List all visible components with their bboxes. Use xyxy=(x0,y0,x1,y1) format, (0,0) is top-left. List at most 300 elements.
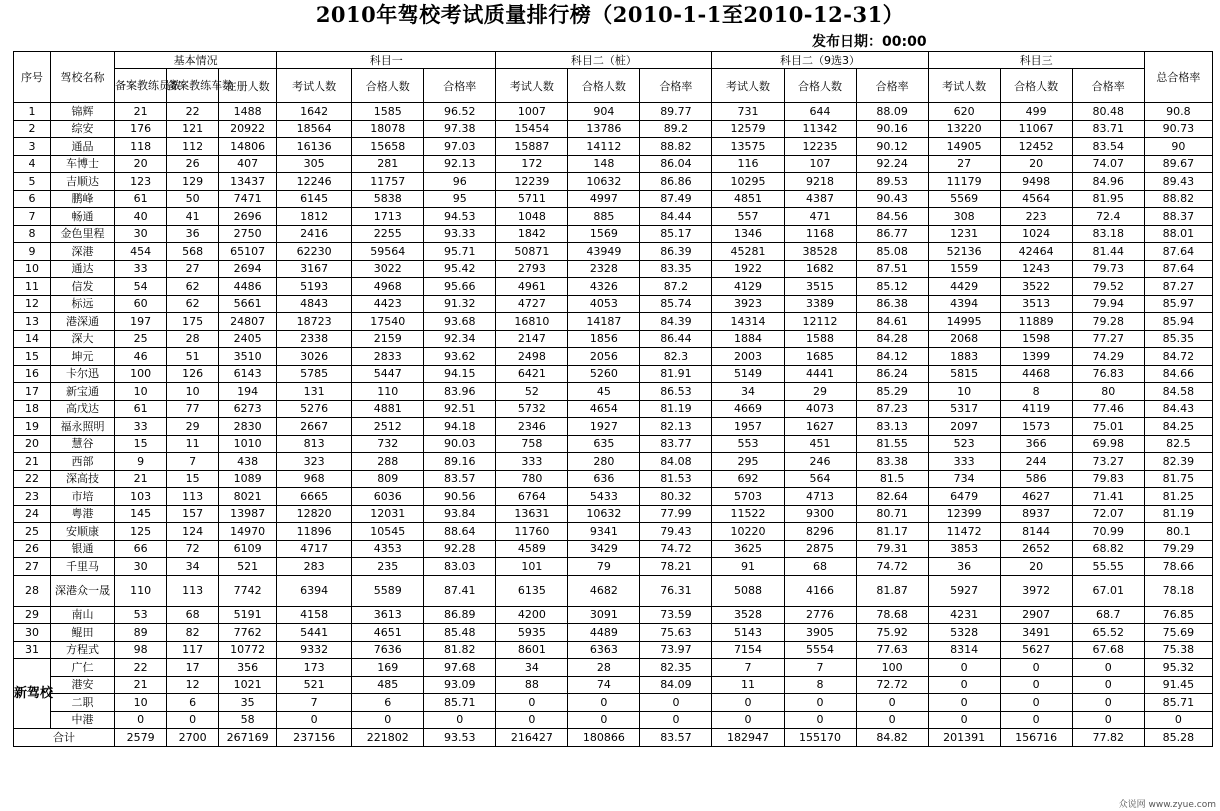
data-cell: 90.16 xyxy=(856,120,928,138)
row-number: 4 xyxy=(14,155,51,173)
table-row xyxy=(14,278,1213,296)
data-cell: 30 xyxy=(115,558,167,576)
table-row xyxy=(14,138,1213,156)
total-cell: 155170 xyxy=(784,729,856,747)
data-cell: 72.4 xyxy=(1072,208,1144,226)
data-cell: 4353 xyxy=(352,540,424,558)
data-cell: 90.12 xyxy=(856,138,928,156)
data-cell: 3022 xyxy=(352,260,424,278)
data-cell: 79.29 xyxy=(1144,540,1212,558)
total-cell: 221802 xyxy=(352,729,424,747)
school-name: 深高技 xyxy=(51,470,115,488)
data-cell: 14905 xyxy=(928,138,1000,156)
data-cell: 780 xyxy=(496,470,568,488)
data-cell: 1588 xyxy=(784,330,856,348)
row-number: 1 xyxy=(14,103,51,121)
data-cell: 5627 xyxy=(1000,641,1072,659)
data-cell: 81.19 xyxy=(640,400,712,418)
data-cell: 12820 xyxy=(277,505,352,523)
data-cell: 86.44 xyxy=(640,330,712,348)
total-cell: 201391 xyxy=(928,729,1000,747)
data-cell: 21 xyxy=(115,676,167,694)
data-cell: 82.3 xyxy=(640,348,712,366)
total-cell: 237156 xyxy=(277,729,352,747)
data-cell: 3853 xyxy=(928,540,1000,558)
header-s1-exam: 考试人数 xyxy=(277,69,352,103)
data-cell: 90 xyxy=(1144,138,1212,156)
data-cell: 813 xyxy=(277,435,352,453)
row-number: 7 xyxy=(14,208,51,226)
data-cell: 89.16 xyxy=(424,453,496,471)
data-cell: 83.03 xyxy=(424,558,496,576)
data-cell: 54 xyxy=(115,278,167,296)
school-name: 信发 xyxy=(51,278,115,296)
data-cell: 91.32 xyxy=(424,295,496,313)
data-cell: 10772 xyxy=(219,641,277,659)
data-cell: 553 xyxy=(712,435,784,453)
data-cell: 27 xyxy=(167,260,219,278)
data-cell: 87.23 xyxy=(856,400,928,418)
data-cell: 81.44 xyxy=(1072,243,1144,261)
school-name: 标远 xyxy=(51,295,115,313)
table-row xyxy=(14,243,1213,261)
data-cell: 148 xyxy=(568,155,640,173)
data-cell: 81.95 xyxy=(1072,190,1144,208)
data-cell: 451 xyxy=(784,435,856,453)
data-cell: 67.01 xyxy=(1072,575,1144,606)
table-row xyxy=(14,470,1213,488)
data-cell: 1883 xyxy=(928,348,1000,366)
table-row xyxy=(14,624,1213,642)
data-cell: 176 xyxy=(115,120,167,138)
data-cell: 10 xyxy=(167,383,219,401)
row-number: 26 xyxy=(14,540,51,558)
data-cell: 0 xyxy=(1000,711,1072,729)
data-cell: 68.82 xyxy=(1072,540,1144,558)
data-cell: 27 xyxy=(928,155,1000,173)
data-cell: 77.63 xyxy=(856,641,928,659)
data-cell: 14806 xyxy=(219,138,277,156)
total-cell: 93.53 xyxy=(424,729,496,747)
data-cell: 80 xyxy=(1072,383,1144,401)
data-cell: 8021 xyxy=(219,488,277,506)
data-cell: 1024 xyxy=(1000,225,1072,243)
data-cell: 2776 xyxy=(784,606,856,624)
data-cell: 55.55 xyxy=(1072,558,1144,576)
data-cell: 1168 xyxy=(784,225,856,243)
data-cell: 97.68 xyxy=(424,659,496,677)
row-number: 18 xyxy=(14,400,51,418)
data-cell: 21 xyxy=(115,103,167,121)
page-title: 2010年驾校考试质量排行榜（2010-1-1至2010-12-31） xyxy=(315,2,905,27)
data-cell: 1488 xyxy=(219,103,277,121)
data-cell: 0 xyxy=(1072,676,1144,694)
data-cell: 2405 xyxy=(219,330,277,348)
data-cell: 58 xyxy=(219,711,277,729)
data-cell: 11896 xyxy=(277,523,352,541)
data-cell: 7 xyxy=(712,659,784,677)
data-cell: 7762 xyxy=(219,624,277,642)
data-cell: 11889 xyxy=(1000,313,1072,331)
data-cell: 5143 xyxy=(712,624,784,642)
header-s1-pass: 合格人数 xyxy=(352,69,424,103)
data-cell: 87.49 xyxy=(640,190,712,208)
data-cell: 107 xyxy=(784,155,856,173)
data-cell: 5088 xyxy=(712,575,784,606)
data-cell: 11522 xyxy=(712,505,784,523)
row-number: 3 xyxy=(14,138,51,156)
data-cell: 74.29 xyxy=(1072,348,1144,366)
data-cell: 1231 xyxy=(928,225,1000,243)
data-cell: 3972 xyxy=(1000,575,1072,606)
data-cell: 95.32 xyxy=(1144,659,1212,677)
data-cell: 4387 xyxy=(784,190,856,208)
data-cell: 157 xyxy=(167,505,219,523)
data-cell: 84.72 xyxy=(1144,348,1212,366)
total-cell: 77.82 xyxy=(1072,729,1144,747)
data-cell: 2875 xyxy=(784,540,856,558)
data-cell: 88.82 xyxy=(1144,190,1212,208)
data-cell: 12112 xyxy=(784,313,856,331)
data-cell: 6363 xyxy=(568,641,640,659)
data-cell: 758 xyxy=(496,435,568,453)
data-cell: 15887 xyxy=(496,138,568,156)
data-cell: 84.61 xyxy=(856,313,928,331)
data-cell: 75.63 xyxy=(640,624,712,642)
data-cell: 2750 xyxy=(219,225,277,243)
data-cell: 62 xyxy=(167,295,219,313)
total-cell: 156716 xyxy=(1000,729,1072,747)
data-cell: 74.72 xyxy=(856,558,928,576)
data-cell: 93.84 xyxy=(424,505,496,523)
data-cell: 6145 xyxy=(277,190,352,208)
table-row xyxy=(14,225,1213,243)
data-cell: 42464 xyxy=(1000,243,1072,261)
data-cell: 52 xyxy=(496,383,568,401)
data-cell: 94.53 xyxy=(424,208,496,226)
header-s1-rate: 合格率 xyxy=(424,69,496,103)
data-cell: 46 xyxy=(115,348,167,366)
data-cell: 5815 xyxy=(928,365,1000,383)
data-cell: 3510 xyxy=(219,348,277,366)
header-subject1: 科目一 xyxy=(277,52,496,69)
data-cell: 121 xyxy=(167,120,219,138)
data-cell: 93.33 xyxy=(424,225,496,243)
table-row xyxy=(14,260,1213,278)
data-cell: 34 xyxy=(496,659,568,677)
data-cell: 118 xyxy=(115,138,167,156)
header-s2b-exam: 考试人数 xyxy=(712,69,784,103)
data-cell: 11472 xyxy=(928,523,1000,541)
data-cell: 10632 xyxy=(568,505,640,523)
data-cell: 71.41 xyxy=(1072,488,1144,506)
data-cell: 4997 xyxy=(568,190,640,208)
data-cell: 72 xyxy=(167,540,219,558)
data-cell: 4961 xyxy=(496,278,568,296)
school-name: 慧谷 xyxy=(51,435,115,453)
header-coaches: 备案教练员数 xyxy=(115,69,167,103)
data-cell: 4394 xyxy=(928,295,1000,313)
table-row xyxy=(14,694,1213,712)
data-cell: 68 xyxy=(784,558,856,576)
school-name: 通品 xyxy=(51,138,115,156)
data-cell: 0 xyxy=(1072,694,1144,712)
table-row xyxy=(14,523,1213,541)
school-name: 西部 xyxy=(51,453,115,471)
data-cell: 79.83 xyxy=(1072,470,1144,488)
data-cell: 5661 xyxy=(219,295,277,313)
data-cell: 12 xyxy=(167,676,219,694)
data-cell: 308 xyxy=(928,208,1000,226)
data-cell: 86.89 xyxy=(424,606,496,624)
data-cell: 12452 xyxy=(1000,138,1072,156)
data-cell: 78.21 xyxy=(640,558,712,576)
data-cell: 9300 xyxy=(784,505,856,523)
data-cell: 4713 xyxy=(784,488,856,506)
data-cell: 24807 xyxy=(219,313,277,331)
data-cell: 0 xyxy=(928,694,1000,712)
data-cell: 21 xyxy=(115,470,167,488)
table-row xyxy=(14,120,1213,138)
data-cell: 81.53 xyxy=(640,470,712,488)
school-name: 卡尔迅 xyxy=(51,365,115,383)
data-cell: 14314 xyxy=(712,313,784,331)
data-cell: 73.59 xyxy=(640,606,712,624)
table-row xyxy=(14,435,1213,453)
data-cell: 1021 xyxy=(219,676,277,694)
data-cell: 87.27 xyxy=(1144,278,1212,296)
data-cell: 10545 xyxy=(352,523,424,541)
data-cell: 246 xyxy=(784,453,856,471)
data-cell: 67.68 xyxy=(1072,641,1144,659)
data-cell: 0 xyxy=(496,711,568,729)
data-cell: 4564 xyxy=(1000,190,1072,208)
data-cell: 72.72 xyxy=(856,676,928,694)
data-cell: 129 xyxy=(167,173,219,191)
data-cell: 3091 xyxy=(568,606,640,624)
data-cell: 76.31 xyxy=(640,575,712,606)
data-cell: 1585 xyxy=(352,103,424,121)
data-cell: 84.39 xyxy=(640,313,712,331)
data-cell: 18078 xyxy=(352,120,424,138)
data-cell: 6036 xyxy=(352,488,424,506)
data-cell: 8937 xyxy=(1000,505,1072,523)
data-cell: 904 xyxy=(568,103,640,121)
data-cell: 523 xyxy=(928,435,1000,453)
data-cell: 11757 xyxy=(352,173,424,191)
data-cell: 83.35 xyxy=(640,260,712,278)
table-row xyxy=(14,659,1213,677)
data-cell: 73.97 xyxy=(640,641,712,659)
data-cell: 77.27 xyxy=(1072,330,1144,348)
data-cell: 0 xyxy=(568,694,640,712)
data-cell: 25 xyxy=(115,330,167,348)
data-cell: 110 xyxy=(115,575,167,606)
data-cell: 126 xyxy=(167,365,219,383)
data-cell: 35 xyxy=(219,694,277,712)
table-row xyxy=(14,540,1213,558)
data-cell: 76.85 xyxy=(1144,606,1212,624)
data-cell: 86.53 xyxy=(640,383,712,401)
data-cell: 96 xyxy=(424,173,496,191)
data-cell: 92.24 xyxy=(856,155,928,173)
data-cell: 8314 xyxy=(928,641,1000,659)
data-cell: 586 xyxy=(1000,470,1072,488)
data-cell: 51 xyxy=(167,348,219,366)
data-cell: 12579 xyxy=(712,120,784,138)
data-cell: 564 xyxy=(784,470,856,488)
data-cell: 85.94 xyxy=(1144,313,1212,331)
data-cell: 4589 xyxy=(496,540,568,558)
data-cell: 84.08 xyxy=(640,453,712,471)
school-name: 坤元 xyxy=(51,348,115,366)
data-cell: 0 xyxy=(277,711,352,729)
data-cell: 2667 xyxy=(277,418,352,436)
data-cell: 65107 xyxy=(219,243,277,261)
data-cell: 78.18 xyxy=(1144,575,1212,606)
data-cell: 0 xyxy=(568,711,640,729)
data-cell: 85.71 xyxy=(424,694,496,712)
table-row xyxy=(14,606,1213,624)
row-number: 15 xyxy=(14,348,51,366)
data-cell: 84.96 xyxy=(1072,173,1144,191)
data-cell: 5433 xyxy=(568,488,640,506)
data-cell: 87.64 xyxy=(1144,243,1212,261)
data-cell: 92.51 xyxy=(424,400,496,418)
data-cell: 4119 xyxy=(1000,400,1072,418)
data-cell: 86.39 xyxy=(640,243,712,261)
data-cell: 87.64 xyxy=(1144,260,1212,278)
data-cell: 1573 xyxy=(1000,418,1072,436)
data-cell: 112 xyxy=(167,138,219,156)
data-cell: 96.52 xyxy=(424,103,496,121)
data-cell: 1007 xyxy=(496,103,568,121)
data-cell: 81.75 xyxy=(1144,470,1212,488)
data-cell: 30 xyxy=(115,225,167,243)
data-cell: 80.48 xyxy=(1072,103,1144,121)
data-cell: 77.46 xyxy=(1072,400,1144,418)
school-name: 市培 xyxy=(51,488,115,506)
row-number: 6 xyxy=(14,190,51,208)
data-cell: 12246 xyxy=(277,173,352,191)
data-cell: 5260 xyxy=(568,365,640,383)
data-cell: 15658 xyxy=(352,138,424,156)
data-cell: 50871 xyxy=(496,243,568,261)
data-cell: 0 xyxy=(784,711,856,729)
data-cell: 82.35 xyxy=(640,659,712,677)
data-cell: 2694 xyxy=(219,260,277,278)
data-cell: 116 xyxy=(712,155,784,173)
data-cell: 0 xyxy=(856,694,928,712)
data-cell: 74.07 xyxy=(1072,155,1144,173)
data-cell: 6764 xyxy=(496,488,568,506)
data-cell: 6479 xyxy=(928,488,1000,506)
data-cell: 70.99 xyxy=(1072,523,1144,541)
data-cell: 81.55 xyxy=(856,435,928,453)
data-cell: 95.42 xyxy=(424,260,496,278)
data-cell: 4468 xyxy=(1000,365,1072,383)
data-cell: 454 xyxy=(115,243,167,261)
data-cell: 86.24 xyxy=(856,365,928,383)
data-cell: 81.82 xyxy=(424,641,496,659)
data-cell: 10295 xyxy=(712,173,784,191)
data-cell: 89 xyxy=(115,624,167,642)
data-cell: 83.54 xyxy=(1072,138,1144,156)
table-row xyxy=(14,676,1213,694)
data-cell: 97.38 xyxy=(424,120,496,138)
data-cell: 1089 xyxy=(219,470,277,488)
data-cell: 84.28 xyxy=(856,330,928,348)
data-cell: 4843 xyxy=(277,295,352,313)
data-cell: 17540 xyxy=(352,313,424,331)
data-cell: 92.13 xyxy=(424,155,496,173)
data-cell: 3625 xyxy=(712,540,784,558)
row-number: 8 xyxy=(14,225,51,243)
data-cell: 60 xyxy=(115,295,167,313)
data-cell: 1927 xyxy=(568,418,640,436)
data-cell: 1922 xyxy=(712,260,784,278)
data-cell: 79.94 xyxy=(1072,295,1144,313)
row-number: 27 xyxy=(14,558,51,576)
data-cell: 62230 xyxy=(277,243,352,261)
data-cell: 59564 xyxy=(352,243,424,261)
school-name: 深港众一晟 xyxy=(51,575,115,606)
data-cell: 5317 xyxy=(928,400,1000,418)
data-cell: 18723 xyxy=(277,313,352,331)
data-cell: 12235 xyxy=(784,138,856,156)
data-cell: 732 xyxy=(352,435,424,453)
school-name: 安顺康 xyxy=(51,523,115,541)
data-cell: 635 xyxy=(568,435,640,453)
data-cell: 82.39 xyxy=(1144,453,1212,471)
data-cell: 90.03 xyxy=(424,435,496,453)
table-row xyxy=(14,711,1213,729)
data-cell: 3528 xyxy=(712,606,784,624)
data-cell: 80.32 xyxy=(640,488,712,506)
data-cell: 26 xyxy=(167,155,219,173)
data-cell: 80.71 xyxy=(856,505,928,523)
data-cell: 10220 xyxy=(712,523,784,541)
data-cell: 2338 xyxy=(277,330,352,348)
data-cell: 2159 xyxy=(352,330,424,348)
data-cell: 2255 xyxy=(352,225,424,243)
data-cell: 84.44 xyxy=(640,208,712,226)
data-cell: 16136 xyxy=(277,138,352,156)
data-cell: 78.66 xyxy=(1144,558,1212,576)
row-number: 29 xyxy=(14,606,51,624)
data-cell: 83.71 xyxy=(1072,120,1144,138)
data-cell: 9341 xyxy=(568,523,640,541)
data-cell: 2652 xyxy=(1000,540,1072,558)
data-cell: 91 xyxy=(712,558,784,576)
data-cell: 13786 xyxy=(568,120,640,138)
data-cell: 305 xyxy=(277,155,352,173)
data-cell: 89.2 xyxy=(640,120,712,138)
data-cell: 85.74 xyxy=(640,295,712,313)
data-cell: 5149 xyxy=(712,365,784,383)
data-cell: 92.34 xyxy=(424,330,496,348)
data-cell: 5838 xyxy=(352,190,424,208)
data-cell: 4326 xyxy=(568,278,640,296)
data-cell: 4231 xyxy=(928,606,1000,624)
data-cell: 69.98 xyxy=(1072,435,1144,453)
school-name: 深大 xyxy=(51,330,115,348)
data-cell: 366 xyxy=(1000,435,1072,453)
row-number: 12 xyxy=(14,295,51,313)
data-cell: 6109 xyxy=(219,540,277,558)
data-cell: 2793 xyxy=(496,260,568,278)
data-cell: 81.5 xyxy=(856,470,928,488)
